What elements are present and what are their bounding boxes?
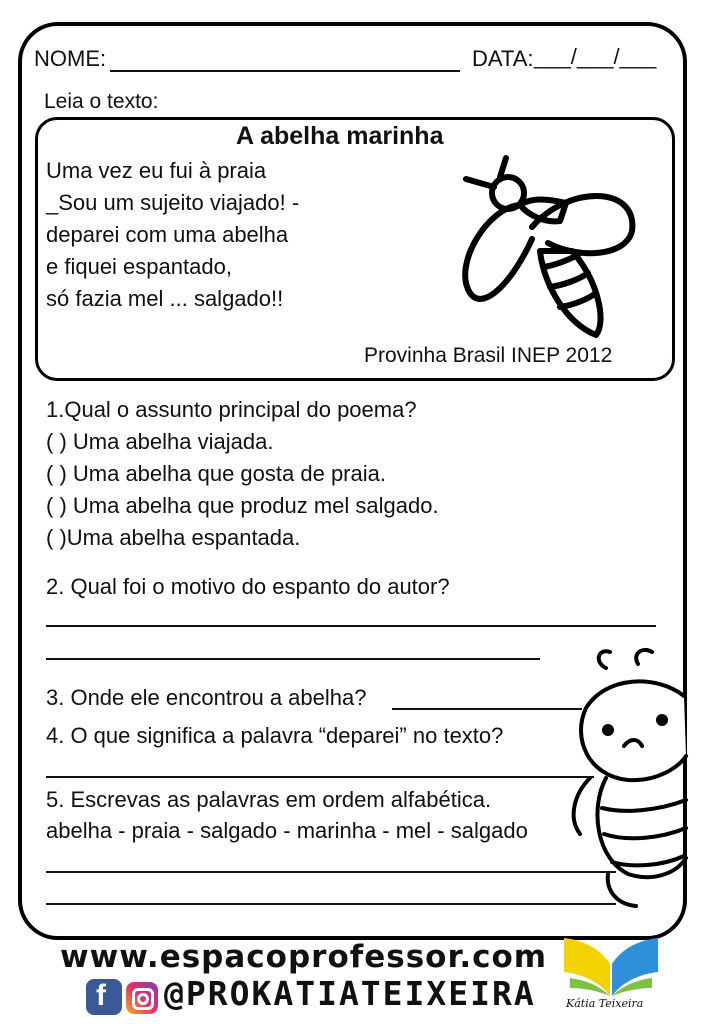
date-blank[interactable]: ___/___/___ [534,44,657,69]
option-1c[interactable]: ( ) Uma abelha que produz mel salgado. [46,493,439,518]
book-logo-icon [556,930,666,998]
name-label: NOME: [34,46,107,71]
poem-line: deparei com uma abelha [46,222,289,247]
option-1a[interactable]: ( ) Uma abelha viajada. [46,429,274,454]
bee-illustration [448,155,643,350]
poem-line: _Sou um sujeito viajado! - [46,190,300,215]
poem-line: só fazia mel ... salgado!! [46,286,284,311]
footer-url[interactable]: www.espacoprofessor.com [60,939,548,975]
option-1b[interactable]: ( ) Uma abelha que gosta de praia. [46,461,386,486]
word-list: abelha - praia - salgado - marinha - mel - salgado [46,818,528,843]
date-label: DATA: [472,46,534,71]
facebook-icon[interactable]: f [86,979,122,1015]
footer-handle[interactable]: @PROKATIATEIXEIRA [164,974,536,1013]
question-3: 3. Onde ele encontrou a abelha? [46,685,367,710]
poem-title: A abelha marinha [236,122,444,150]
question-2: 2. Qual foi o motivo do espanto do autor? [46,574,450,599]
question-4: 4. O que significa a palavra “deparei” no texto? [46,723,504,748]
signature: Kátia Teixeira [566,997,644,1010]
answer-line-2a[interactable] [46,625,656,627]
answer-line-3[interactable] [392,708,582,710]
poem-line: Uma vez eu fui à praia [46,158,267,183]
poem-line: e fiquei espantado, [46,254,232,279]
intro-text: Leia o texto: [44,90,159,113]
instagram-icon[interactable] [126,982,158,1014]
answer-line-5a[interactable] [46,871,616,873]
answer-line-4[interactable] [46,776,594,778]
question-1: 1.Qual o assunto principal do poema? [46,397,417,422]
option-1d[interactable]: ( )Uma abelha espantada. [46,525,301,550]
name-blank[interactable] [110,70,460,72]
answer-line-2b[interactable] [46,658,540,660]
question-5: 5. Escrevas as palavras em ordem alfabética. [46,787,492,812]
cartoon-bee-icon [566,638,694,918]
poem-source: Provinha Brasil INEP 2012 [364,344,613,367]
answer-line-5b[interactable] [46,903,616,905]
